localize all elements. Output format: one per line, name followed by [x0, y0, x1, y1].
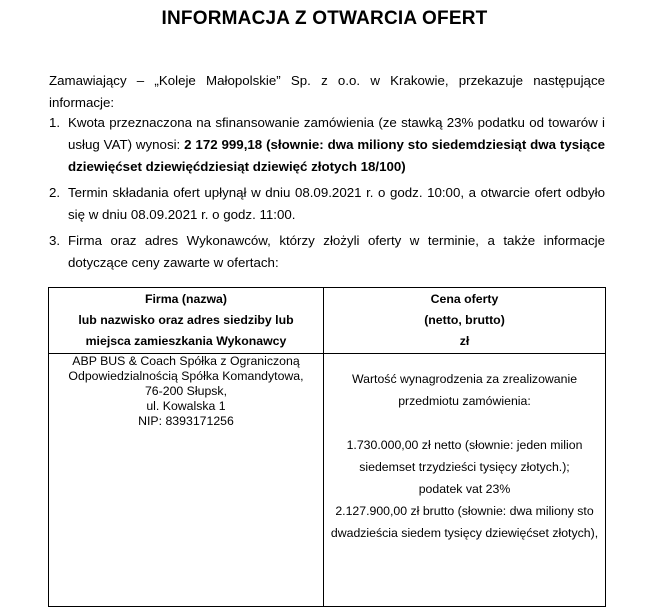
cell-price [324, 354, 606, 607]
info-list [49, 112, 605, 278]
header-firm [49, 288, 324, 354]
firm-line: ul. Kowalska 1 [146, 399, 226, 413]
intro-paragraph: Zamawiający – „Koleje Małopolskie” Sp. z o.o. w Krakowie, przekazuje następujące informacje: [49, 73, 605, 110]
price-desc-line: przedmiotu zamówienia: [398, 394, 531, 408]
list-item-number: 1. [49, 115, 61, 130]
header-line: miejsca zamieszkania Wykonawcy [85, 334, 287, 348]
list-item [49, 112, 605, 178]
header-line: lub nazwisko oraz adres siedziby lub [78, 313, 294, 327]
firm-line: NIP: 8393171256 [138, 414, 234, 428]
price-brutto-line: dwadzieścia siedem tysięcy dziewięćset złotych), [330, 526, 599, 540]
budget-text: Kwota przeznaczona na sfinansowanie zamówienia (ze stawką 23% podatku od towarów i usług VAT) wynosi: [68, 115, 605, 152]
deadline-text: Termin składania ofert upłynął w dniu 08.09.2021 r. o godz. 10:00, a otwarcie ofert odbyło się w dniu 08.09.2021 r. o godz. 11:00. [68, 185, 605, 222]
contractors-text: Firma oraz adres Wykonawców, którzy złożyli oferty w terminie, a także informacje dotyczące ceny zawarte w ofertach: [68, 233, 605, 270]
table-row [49, 354, 606, 607]
price-brutto-line: 2.127.900,00 zł brutto (słownie: dwa miliony sto [335, 504, 594, 518]
list-item [49, 182, 605, 226]
list-item [49, 230, 605, 274]
document-title: INFORMACJA Z OTWARCIA OFERT [161, 8, 488, 29]
header-line: zł [459, 334, 470, 348]
table-header-row [49, 288, 606, 354]
cell-firm [49, 354, 324, 607]
firm-line: Odpowiedzialnością Spółka Komandytowa, [68, 369, 304, 383]
header-price [324, 288, 606, 354]
header-line: Cena oferty [430, 292, 499, 306]
header-line: (netto, brutto) [424, 313, 505, 327]
budget-amount: 2 172 999,18 (słownie: dwa miliony sto siedemdziesiąt dwa tysiące dziewięćset dziewięćdziesiąt dziewięć złotych 18/100) [68, 137, 605, 174]
spacer [328, 412, 601, 434]
price-netto-line: 1.730.000,00 zł netto (słownie: jeden milion [346, 438, 583, 452]
vat-line: podatek vat 23% [418, 482, 511, 496]
offers-table [48, 287, 606, 607]
price-netto-line: siedemset trzydzieści tysięcy złotych.); [359, 460, 570, 474]
firm-line: ABP BUS & Coach Spółka z Ograniczoną [72, 354, 300, 368]
header-line: Firma (nazwa) [145, 292, 227, 306]
firm-line: 76-200 Słupsk, [144, 384, 228, 398]
list-item-number: 3. [49, 233, 61, 248]
price-desc-line: Wartość wynagrodzenia za zrealizowanie [351, 372, 578, 386]
list-item-number: 2. [49, 185, 61, 200]
